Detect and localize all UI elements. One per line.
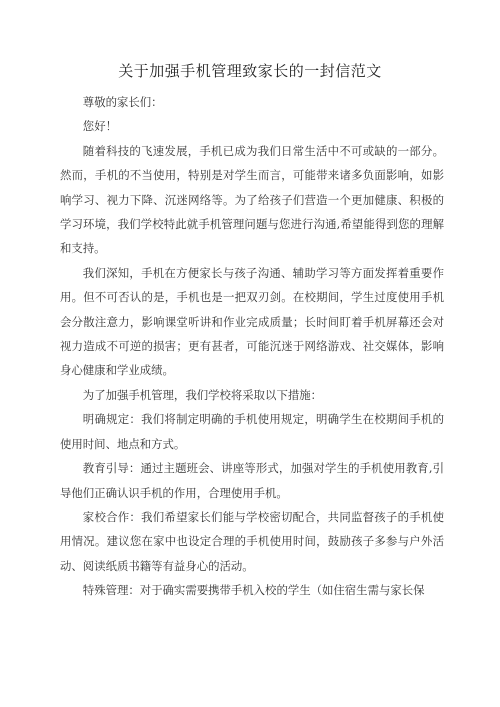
measure-rules: 明确规定：我们将制定明确的手机使用规定，明确学生在校期间手机的使用时间、地点和方式。 — [60, 412, 444, 451]
greeting: 您好！ — [82, 119, 117, 134]
measure-home-school: 家校合作：我们希望家长们能与学校密切配合，共同监督孩子的手机使用情况。建议您在家中也设定合理的手机使用时间，鼓励孩子多参与户外活动、阅读纸质书籍等有益身心的活动。 — [60, 509, 444, 573]
measure-education: 教育引导：通过主题班会、讲座等形式，加强对学生的手机使用教育,引导他们正确认识手机的作用，合理使用手机。 — [60, 461, 444, 500]
salutation: 尊敬的家长们： — [82, 95, 163, 109]
letter-body — [60, 90, 444, 603]
paragraph-intro: 随着科技的飞速发展，手机已成为我们日常生活中不可或缺的一部分。然而，手机的不当使用，特别是对学生而言，可能带来诸多负面影响，如影响学习、视力下降、沉迷网络等。为了给孩子们营造一个更加健康、积极的学习环境，我们学校特此就手机管理问题与您进行沟通,希望能得到您的理解和支持。 — [60, 143, 444, 256]
page-title: 关于加强手机管理致家长的一封信范文 — [118, 62, 382, 80]
measure-special: 特殊管理：对于确实需要携带手机入校的学生（如住宿生需与家长保 — [82, 583, 425, 598]
paragraph-impact: 我们深知，手机在方便家长与孩子沟通、辅助学习等方面发挥着重要作用。但不可否认的是，手机也是一把双刃剑。在校期间，学生过度使用手机会分散注意力，影响课堂听讲和作业完成质量；长时间盯着手机屏幕还会对视力造成不可逆的损害；更有甚者，可能沉迷于网络游戏、社交媒体，影响身心健康和学业成绩。 — [60, 265, 444, 378]
paragraph-measures-intro: 为了加强手机管理，我们学校将采取以下措施： — [82, 387, 323, 402]
